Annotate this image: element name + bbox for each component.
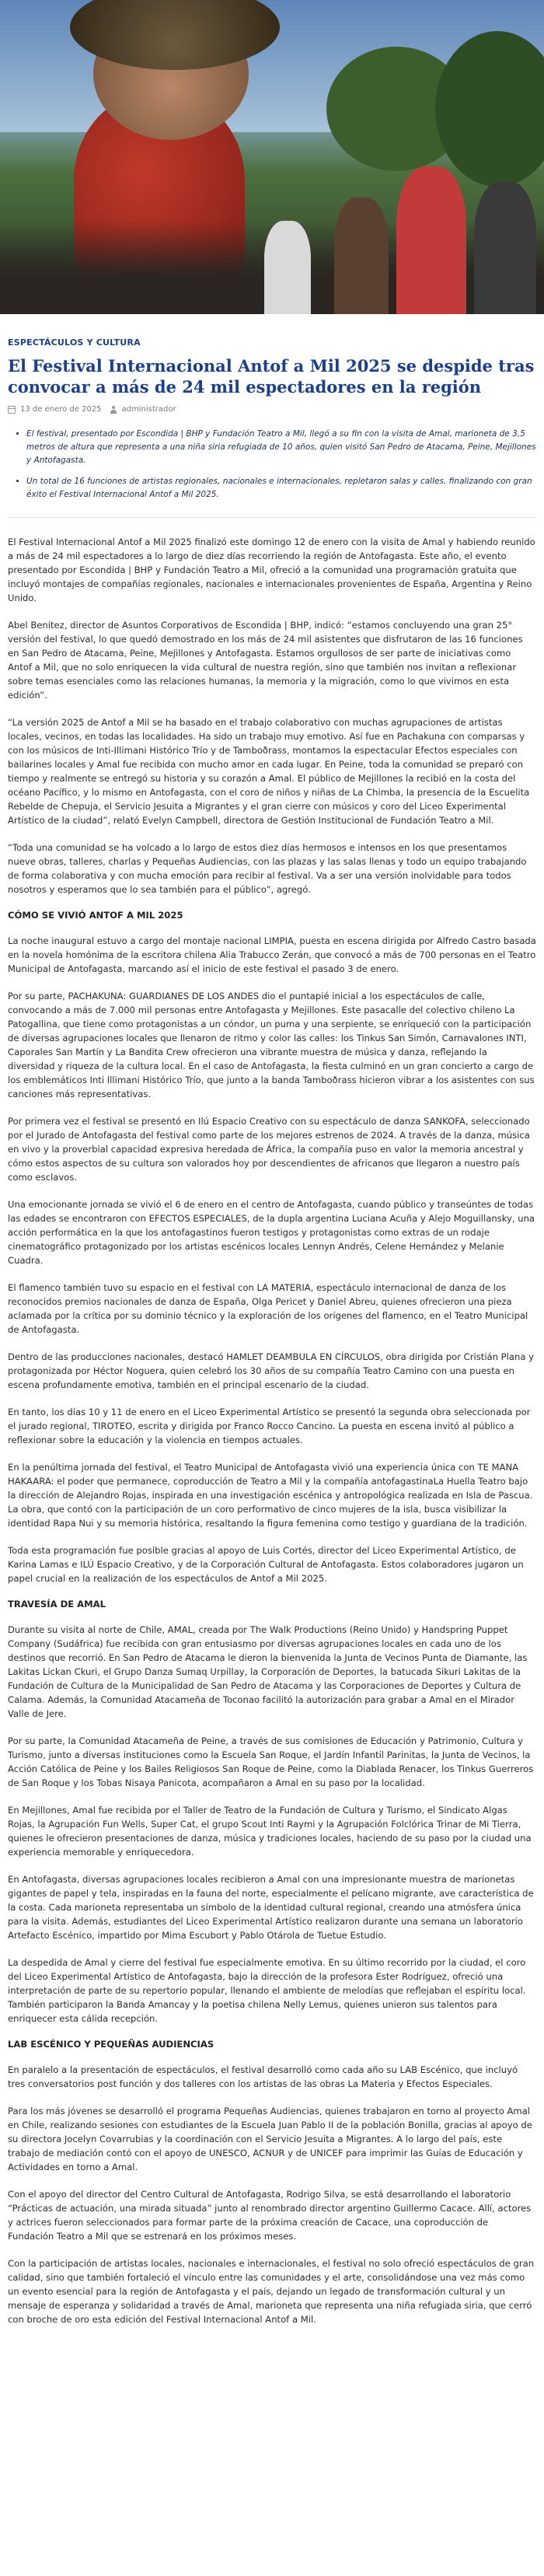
hero-person	[474, 182, 536, 314]
body-paragraph: Con la participación de artistas locales, nacionales e internacionales, el festival no solo ofreció espectáculos de gran calidad, sino que también fortaleció el vínculo entre las comunidades y el arte, consolidándose una vez más como un evento esencial para la región de Antofagasta y el país, dejando un legado de transformación cultural y un mensaje de esperanza y solidaridad a través de Amal, marioneta que representa una niña refugiada siria, que cerró con broche de oro esta edición del Festival Internacional Antof a Mil.	[8, 2258, 535, 2325]
summary-item: • Un total de 16 funciones de artistas regionales, nacionales e internacionales, repletaron salas y calles, finalizando con gran éxito el Festival Internacional Antof a Mil 2025.	[26, 475, 536, 502]
summary-item: • El festival, presentado por Escondida | BHP y Fundación Teatro a Mil, llegó a su fin con la visita de Amal, marioneta de 3,5 metros de altura que representa a una niña siria refugiada de 10 años, quien visitó San Pedro de Atacama, Peine, Mejillones y Antofagasta.	[26, 428, 536, 467]
article-date: 13 de enero de 2025	[20, 405, 102, 414]
article-author[interactable]: administrador	[121, 405, 176, 414]
section-heading: LAB ESCÉNICO Y PEQUEÑAS AUDIENCIAS	[8, 2039, 214, 2050]
hero-person	[334, 197, 389, 314]
article-body	[8, 535, 536, 2326]
article-summary	[8, 428, 536, 502]
article	[0, 337, 544, 2363]
section-heading: CÓMO SE VIVIÓ ANTOF A MIL 2025	[8, 910, 183, 921]
body-paragraph: El Festival Internacional Antof a Mil 2025 finalizó este domingo 12 de enero con la visita de Amal y habiendo reunido a más de 24 mil espectadores a lo largo de diez días recorriendo la región de Antofagasta. Este año, el evento presentado por Escondida | BHP y Fundación Teatro a Mil, ofreció a la comunidad una programación gratuita que incluyó montajes de compañías regionales, nacionales e internacionales provenientes de España, Argentina y Reino Unido.	[8, 537, 535, 603]
body-paragraph: En Antofagasta, diversas agrupaciones locales recibieron a Amal con una impresionante muestra de marionetas gigantes de papel y tela, inspiradas en la fauna del norte, especialmente el pelícano migrante, ave característica de la costa. Cada marioneta representaba un símbolo de la identidad cultural regional, creando una atmósfera única para la visita. Además, estudiantes del Liceo Experimental Artístico realizaron durante una semana un laboratorio Artefacto Escénico, impartido por Mima Escubort y Pablo Otárola de Tuetue Estudio.	[8, 1874, 534, 1941]
body-paragraph: Abel Benítez, director de Asuntos Corporativos de Escondida | BHP, indicó: “estamos concluyendo una gran 25° versión del festival, lo que quedó demostrado en los más de 24 mil asistentes que disfrutaron de las 16 funciones en San Pedro de Atacama, Peine, Mejillones y Antofagasta. Estamos orgullosos de ser parte de iniciativas como Antof a Mil, que no solo enriquecen la vida cultural de nuestra región, sino que también nos invitan a reflexionar sobre temas esenciales como las relaciones humanas, la memoria y la migración, como lo que vivimos en esta edición”.	[8, 620, 523, 701]
body-paragraph: Toda esta programación fue posible gracias al apoyo de Luis Cortés, director del Liceo Experimental Artístico, de Karina Lamas e ILÚ Espacio Creativo, y de la Corporación Cultural de Antofagasta. Estos colaboradores jugaron un papel crucial en la realización de los espectáculos de Antof a Mil 2025.	[8, 1545, 524, 1584]
body-paragraph: Por su parte, la Comunidad Atacameña de Peine, a través de sus comisiones de Educación y Patrimonio, Cultura y Turismo, junto a diversas instituciones como la Escuela San Roque, el Jardín Infantil Parinitas, la Junta de Vecinos, la Acción Católica de Peine y los Bailes Religiosos San Roque de Peine, como la Diablada Renacer, los Tinkus Guerreros de San Roque y los Tobas Nisaya Panicota, acompañaron a Amal en su paso por la localidad.	[8, 1735, 534, 1788]
body-paragraph: “La versión 2025 de Antof a Mil se ha basado en el trabajo colaborativo con muchas agrupaciones de artistas locales, vecinos, en todas las localidades. Ha sido un trabajo muy emotivo. Así fue en Pachakuna con comparsas y con los músicos de Inti-Illimani Histórico Trío y de Tamboðrass, montamos la espectacular Efectos especiales con bailarines locales y Amal fue recibida con mucho amor en cada lugar. En Peine, toda la comunidad se preparó con tiempo y realmente se entregó su historia y su corazón a Amal. El público de Mejillones la recibió en la costa del océano Pacífico, y lo mismo en Antofagasta, con el coro de niños y niñas de La Chimba, la presencia de la Escuelita Rebelde de Chepuja, el Servicio Jesuita a Migrantes y el gran cierre con músicos y coro del Liceo Experimental Artístico de la ciudad”, relató Evelyn Campbell, directora de Gestión Institucional de Fundación Teatro a Mil.	[8, 717, 530, 826]
body-paragraph: Dentro de las producciones nacionales, destacó HAMLET DEAMBULA EN CÍRCULOS, obra dirigida por Cristián Plana y protagonizada por Héctor Noguera, quien celebró los 30 años de su compañía Teatro Camino con una puesta en escena profundamente emotiva, también en el principal escenario de la ciudad.	[8, 1351, 534, 1390]
calendar-icon	[8, 406, 16, 414]
hero-image	[0, 0, 544, 314]
body-paragraph: La noche inaugural estuvo a cargo del montaje nacional LIMPIA, puesta en escena dirigida por Alfredo Castro basada en la novela homónima de la escritora chilena Alia Trabucco Zerán, que convocó a más de 700 personas en el Teatro Municipal de Antofagasta, marcando así el inicio de este festival el pasado 3 de enero.	[8, 935, 536, 974]
body-paragraph: Por su parte, PACHAKUNA: GUARDIANES DE LOS ANDES dio el puntapié inicial a los espectáculos de calle, convocando a más de 7.000 mil personas entre Antofagasta y Mejillones. Este pasacalle del colectivo chileno La Patogallina, que tiene como protagonistas a un cóndor, un puma y una serpiente, se enriqueció con la participación de diversas agrupaciones locales que llenaron de ritmo y color las calles: los Tinkus San Simón, Carnavalones INTI, Caporales San Martín y La Bandita Crew ofrecieron una vibrante muestra de música y danza, reflejando la diversidad y riqueza de la cultura local. En el caso de Antofagasta, la fiesta culminó en un gran concierto a cargo de los emblemáticos Inti Illimani Histórico Trío, que junto a la banda Tamboðrass hicieron vibrar a los asistentes con sus canciones más representativas.	[8, 991, 535, 1099]
body-paragraph: Durante su visita al norte de Chile, AMAL, creada por The Walk Productions (Reino Unido) y Handspring Puppet Company (Sudáfrica) fue recibida con gran entusiasmo por diversas agrupaciones locales en cada uno de los destinos que recorrió. En San Pedro de Atacama le dieron la bienvenida la Junta de Vecinos Punta de Diamante, las Lakitas Lickan Ckuri, el Grupo Danza Sumaq Urpillay, la Corporación de Deportes, la batucada Sikuri Lakitas de la Fundación de Cultura de la Municipalidad de San Pedro de Atacama y las Corporaciones de Deportes y Cultura de Calama. Además, la Comunidad Atacameña de Toconao facilitó la autorización para grabar a Amal en el Mirador Valle de Jere.	[8, 1624, 528, 1719]
body-paragraph: Con el apoyo del director del Centro Cultural de Antofagasta, Rodrigo Silva, se está desarrollando el laboratorio “Prácticas de actuación, una mirada situada” junto al renombrado director argentino Guillermo Cacace. Allí, actores y actrices fueron seleccionados para formar parte de la próxima creación de Cacace, una coproducción de Fundación Teatro a Mil que se estrenará en los próximos meses.	[8, 2189, 532, 2242]
body-paragraph: En tanto, los días 10 y 11 de enero en el Liceo Experimental Artístico se presentó la segunda obra seleccionada por el jurado regional, TIROTEO, escrita y dirigida por Franco Rocco Cancino. La puesta en escena invitó al público a reflexionar sobre la educación y la violencia en tiempos actuales.	[8, 1407, 531, 1445]
hero-person	[264, 221, 311, 314]
article-category[interactable]: ESPECTÁCULOS Y CULTURA	[8, 337, 141, 348]
body-paragraph: En Mejillones, Amal fue recibida por el Taller de Teatro de la Fundación de Cultura y Turismo, el Sindicato Algas Rojas, la Agrupación Fun Wells, Super Cat, el grupo Scout Inti Raymi y la Agrupación Folclórica Trinar de Mi Tierra, quienes le ofrecieron presentaciones de danza, música y tradiciones locales, haciendo de su paso por la ciudad una experiencia memorable y enriquecedora.	[8, 1805, 532, 1858]
hero-person	[396, 166, 466, 314]
article-meta	[8, 405, 536, 414]
body-paragraph: En paralelo a la presentación de espectáculos, el festival desarrolló como cada año su LAB Escénico, que incluyó tres conversatorios post función y dos talleres con los artistas de las obras La Materia y Efectos Especiales.	[8, 2064, 518, 2089]
body-paragraph: En la penúltima jornada del festival, el Teatro Municipal de Antofagasta vivió una experiencia única con TE MANA HAKAARA: el poder que permanece, coproducción de Teatro a Mil y la compañía antofagastinaLa Huella Teatro bajo la dirección de Alejandro Rojas, inspirada en una investigación escénica y antropológica realizada en Isla de Pascua. La obra, que contó con la participación de un coro performativo de cinco mujeres de la isla, busca visibilizar la identidad Rapa Nui y su memoria histórica, resaltando la figura femenina como testigo y guardiana de la tradición.	[8, 1462, 533, 1529]
user-icon	[110, 406, 117, 414]
body-paragraph: “Toda una comunidad se ha volcado a lo largo de estos diez días hermosos e intensos en los que presentamos nueve obras, talleres, charlas y Pequeñas Audiencias, con las plazas y las salas llenas y todo un equipo trabajando de forma colaborativa y con mucha emoción para recibir al festival. Va a ser una versión inolvidable para todos nosotros y esperamos que lo sea también para el público”, agregó.	[8, 842, 527, 895]
body-paragraph: La despedida de Amal y cierre del festival fue especialmente emotiva. En su último recorrido por la ciudad, el coro del Liceo Experimental Artístico de Antofagasta, bajo la dirección de la profesora Ester Rodríguez, ofreció una interpretación de parte de su repertorio popular, llenando el ambiente de melodías que reflejaban el espíritu local. También participaron la Banda Amancay y la poetisa chilena Nelly Lemus, quienes unieron sus talentos para enriquecer esta cálida recepción.	[8, 1957, 526, 2024]
body-paragraph: El flamenco también tuvo su espacio en el festival con LA MATERIA, espectáculo internacional de danza de los reconocidos premios nacionales de danza de España, Olga Pericet y Daniel Abreu, quienes ofrecieron una pieza aclamada por la crítica por su dominio técnico y la exploración de los orígenes del flamenco, en el Teatro Municipal de Antofagasta.	[8, 1282, 528, 1335]
body-paragraph: Por primera vez el festival se presentó en Ilú Espacio Creativo con su espectáculo de danza SANKOFA, seleccionado por el Jurado de Antofagasta del festival como parte de los mejores estrenos de 2024. A través de la danza, música en vivo y la proverbial capacidad expresiva heredada de África, la compañía puso en valor la memoria ancestral y cómo estos aspectos de su cultura son valorados hoy por descendientes de africanos que llegaron a nuestro país como esclavos.	[8, 1116, 530, 1183]
section-heading: TRAVESÍA DE AMAL	[8, 1599, 106, 1610]
body-paragraph: Para los más jóvenes se desarrolló el programa Pequeñas Audiencias, quienes trabajaron en torno al proyecto Amal en Chile, realizando sesiones con estudiantes de la Escuela Juan Pablo II de la población Bonilla, gracias al apoyo de su directora Jocelyn Covarrubias y la coordinación con el Servicio Jesuita a Migrantes. A lo largo del país, este trabajo de mediación contó con el apoyo de UNESCO, ACNUR y de UNICEF para imprimir las Guías de Educación y Actividades en torno a Amal.	[8, 2106, 532, 2172]
article-title: El Festival Internacional Antof a Mil 2025 se despide tras convocar a más de 24 mil espectadores en la región	[8, 356, 535, 397]
divider	[8, 517, 536, 518]
body-paragraph: Una emocionante jornada se vivió el 6 de enero en el centro de Antofagasta, cuando público y transeúntes de todas las edades se encontraron con EFECTOS ESPECIALES, de la dupla argentina Luciana Acuña y Alejo Moguillansky, una acción performática en la que los antofagastinos fueron testigos y protagonistas como extras de un rodaje cinematográfico protagonizado por los artistas escénicos locales Lennyn Andrés, Celene Hernández y Melanie Cuadra.	[8, 1199, 535, 1266]
